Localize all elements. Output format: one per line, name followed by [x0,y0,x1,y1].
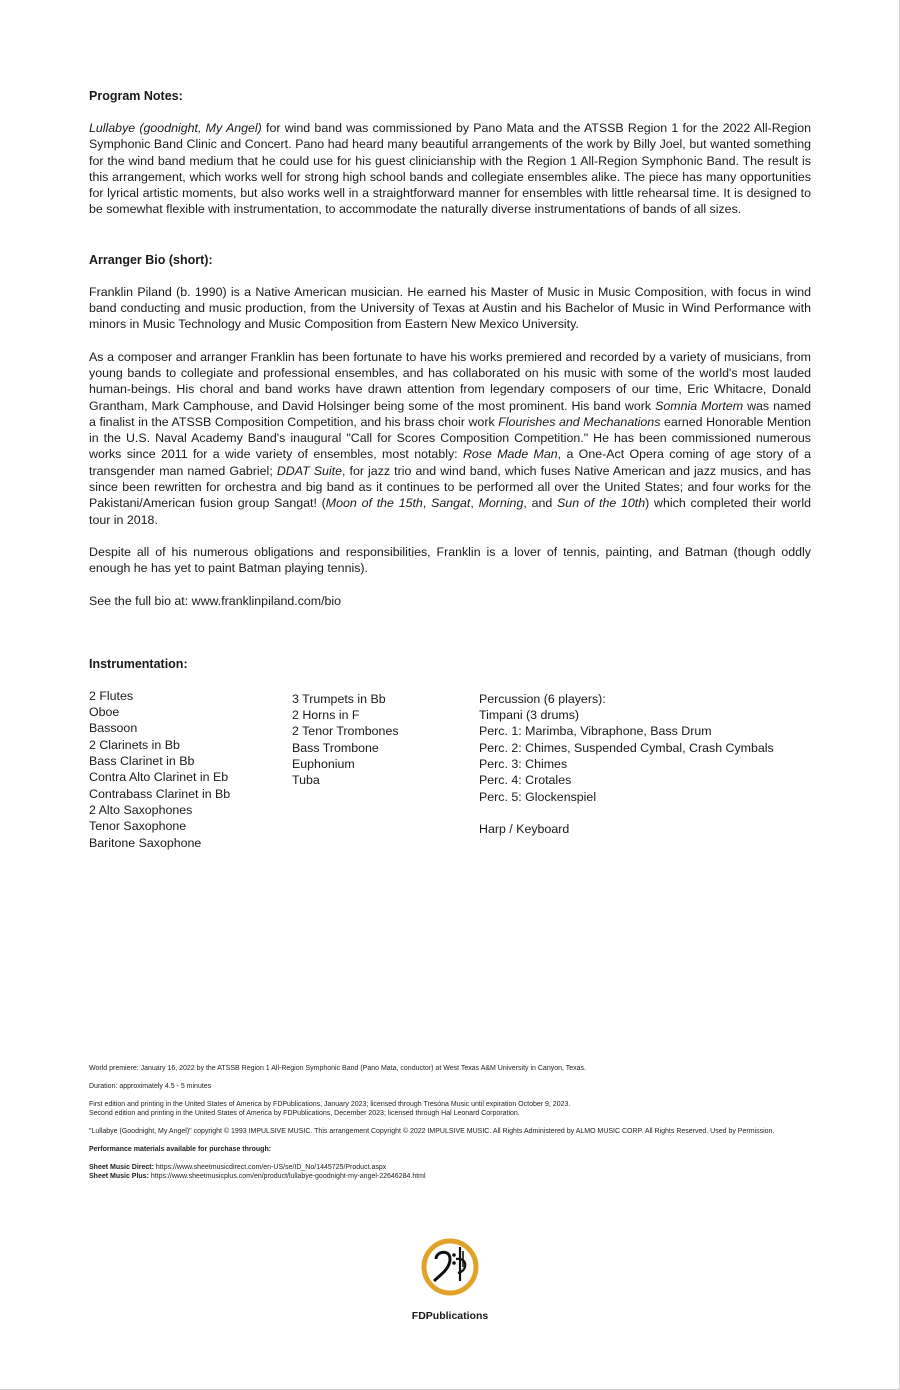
list-item: Baritone Saxophone [89,835,202,850]
bio-heading: Arranger Bio (short): [89,252,213,267]
list-item: Perc. 5: Glockenspiel [479,789,597,804]
credits-footer [89,1064,811,1181]
list-item: Contra Alto Clarinet in Eb [89,770,229,785]
edition-note-2: Second edition and printing in the United States of America by FDPublications, December 2023; licensed through Hal Leonard Corporation. [89,1110,520,1117]
main-content [89,88,811,858]
list-item: Perc. 3: Chimes [479,757,568,772]
list-item: Perc. 4: Crotales [479,773,572,788]
materials-heading: Performance materials available for purchase through: [89,1146,272,1153]
copyright-note: "Lullabye (Goodnight, My Angel)" copyright © 1993 IMPULSIVE MUSIC. This arrangement Copyright © 2022 IMPULSIVE MUSIC. All Rights Administered by ALMO MUSIC CORP. All Rights Reserved. Used by Permission. [89,1128,775,1135]
list-item: Bassoon [89,721,138,736]
list-item: Euphonium [292,757,355,772]
list-item: Bass Clarinet in Bb [89,754,195,769]
bio-paragraph-3: Despite all of his numerous obligations and responsibilities, Franklin is a lover of tennis, painting, and Batman (though oddly enough he has yet to paint Batman playing tennis). [89,544,811,576]
fdpublications-logo-icon [420,1237,480,1297]
list-item: Perc. 1: Marimba, Vibraphone, Bass Drum [479,724,712,739]
percussion-column [479,691,774,838]
list-item: Harp / Keyboard [479,822,570,837]
list-item: Timpani (3 drums) [479,708,580,723]
list-item: 2 Alto Saxophones [89,802,193,817]
spacer [479,805,774,821]
full-bio-link-line: See the full bio at: www.franklinpiland.com/bio [89,593,342,608]
instrumentation-list [89,688,811,858]
sheet-music-plus-line: Sheet Music Plus: https://www.sheetmusicplus.com/en/product/lullabye-goodnight-my-angel-22646284.html [89,1173,426,1180]
list-item: Tuba [292,773,320,788]
program-notes-paragraph: Lullabye (goodnight, My Angel) for wind band was commissioned by Pano Mata and the ATSSB Region 1 for the 2022 All-Region Symphonic Band Clinic and Concert. Pano had heard many beautiful arrangements of the work by Billy Joel, but wanted something for the wind band medium that he could use for his guest clinicianship with the Region 1 All-Region Symphonic Band. The result is this arrangement, which works well for strong high school bands and collegiate ensembles alike. The piece has many opportunities for lyrical artistic moments, but also works well in a straightforward manner for ensembles with little rehearsal time. It is designed to be somewhat flexible with instrumentation, to accommodate the naturally diverse instrumentations of bands of all sizes. [89,121,811,217]
list-item: Contrabass Clarinet in Bb [89,786,231,801]
list-item: Perc. 2: Chimes, Suspended Cymbal, Crash Cymbals [479,740,774,755]
list-item: Percussion (6 players): [479,691,606,706]
sheet-music-direct-link[interactable]: https://www.sheetmusicdirect.com/en-US/se/ID_No/1445725/Product.aspx [153,1164,387,1171]
list-item: 2 Flutes [89,688,134,703]
edition-note-1: First edition and printing in the United States of America by FDPublications, January 2023; licensed through Tresóna Music until expiration October 9, 2023. [89,1101,571,1108]
premiere-note: World premiere: January 16, 2022 by the ATSSB Region 1 All-Region Symphonic Band (Pano Mata, conductor) at West Texas A&M University in Canyon, Texas. [89,1065,586,1072]
list-item: 2 Tenor Trombones [292,724,399,739]
bio-paragraph-2: As a composer and arranger Franklin has been fortunate to have his works premiered and recorded by a variety of musicians, from young bands to collegiate and professional ensembles, and has collaborated on his music with some of the world's most lauded human-beings. His choral and band works have drawn attention from legendary composers of our time, Eric Whitacre, Donald Grantham, Mark Camphouse, and David Holsinger being some of the most prominent. His band work Somnia Mortem was named a finalist in the ATSSB Composition Competition, and his brass choir work Flourishes and Mechanations earned Honorable Mention in the U.S. Naval Academy Band's inaugural "Call for Scores Composition Competition." He has been commissioned numerous works since 2011 for a wide variety of ensembles, most notably: Rose Made Man, a One-Act Opera coming of age story of a transgender man named Gabriel; DDAT Suite, for jazz trio and wind band, which fuses Native American and jazz musics, and has since been rewritten for orchestra and big band as it continues to be performed all over the United States; and four works for the Pakistani/American fusion group Sangat! (Moon of the 15th, Sangat, Morning, and Sun of the 10th) which completed their world tour in 2018. [89,349,811,527]
brass-column [292,691,399,789]
sheet-music-plus-link[interactable]: https://www.sheetmusicplus.com/en/product/lullabye-goodnight-my-angel-22646284.html [148,1173,426,1180]
sheet-music-direct-line: Sheet Music Direct: https://www.sheetmusicdirect.com/en-US/se/ID_No/1445725/Product.aspx [89,1164,387,1171]
bio-paragraph-1: Franklin Piland (b. 1990) is a Native American musician. He earned his Master of Music in Music Composition, with focus in wind band conducting and music production, from the University of Texas at Austin and his Bachelor of Music in Wind Performance with minors in Music Technology and Music Composition from Eastern New Mexico University. [89,284,811,332]
list-item: Oboe [89,705,120,720]
duration-note: Duration: approximately 4.5 - 5 minutes [89,1083,212,1090]
program-notes-heading: Program Notes: [89,89,183,103]
woodwinds-column [89,688,230,851]
list-item: Bass Trombone [292,740,379,755]
publisher-name: FDPublications [411,1310,489,1322]
list-item: 2 Clarinets in Bb [89,737,180,752]
piece-title: Lullabye (goodnight, My Angel) [89,121,262,135]
list-item: 2 Horns in F [292,708,360,723]
list-item: 3 Trumpets in Bb [292,691,386,706]
instrumentation-heading: Instrumentation: [89,656,188,671]
list-item: Tenor Saxophone [89,819,187,834]
